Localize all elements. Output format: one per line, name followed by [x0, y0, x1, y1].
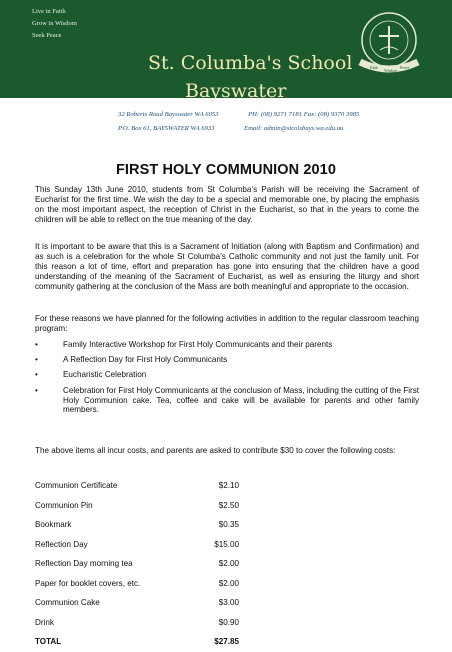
table-row — [35, 515, 239, 535]
table-row — [35, 496, 239, 516]
costs-table — [35, 476, 239, 652]
motto-line-2: Grow in Wisdom — [32, 20, 77, 27]
bullet-icon: • — [35, 385, 38, 395]
school-name: St. Columba's School — [148, 52, 353, 74]
cost-item: Reflection Day morning tea — [35, 559, 133, 569]
table-row — [35, 593, 239, 613]
letterhead — [0, 0, 452, 145]
paragraph-sacrament: It is important to be aware that this is a Sacrament of Initiation (along with Baptism and Confirmation) and as such is a celebration for the whole St Columba’s Catholic community and not just the family unit. For this reason a lot of time, effort and preparation has gone into ensuring that the children have a good understanding of the meaning of the Sacrament of Eucharist, as well as ensuring the liturgy and short community gathering at the conclusion of the Mass are both meaningful and appropriate to the occasion. — [35, 242, 419, 291]
crest-motto-peace: Peace — [400, 65, 410, 70]
table-row — [35, 613, 239, 633]
cost-item: Reflection Day — [35, 539, 88, 549]
table-row — [35, 554, 239, 574]
table-row — [35, 476, 239, 496]
list-item — [35, 386, 419, 416]
total-label: TOTAL — [35, 637, 62, 647]
cost-item: Bookmark — [35, 520, 72, 530]
list-item-text: A Reflection Day for First Holy Communicants — [63, 355, 228, 365]
motto-line-3: Seek Peace — [32, 32, 62, 39]
table-row — [35, 574, 239, 594]
crest-motto-wisdom: Wisdom — [384, 68, 398, 73]
letterhead-banner — [0, 0, 452, 102]
list-item — [35, 370, 419, 380]
cost-item: Communion Cake — [35, 598, 100, 608]
school-suburb: Bayswater — [185, 80, 287, 102]
list-item-text: Family Interactive Workshop for First Holy Communicants and their parents — [63, 340, 333, 349]
contact-address: 32 Roberts Road Bayswater WA 6053 — [118, 111, 219, 118]
paragraph-intro: This Sunday 13th June 2010, students from St Columba’s Parish will be receiving the Sacrament of Eucharist for the first time. We wish the day to be a special and memorable one, by placing the emphasis on the most important aspect, the reception of Christ in the Eucharist, so that in the years to come the children will be able to reflect on the true meaning of the day. — [35, 185, 419, 224]
list-item-text: Eucharistic Celebration — [63, 370, 147, 380]
cost-item: Paper for booklet covers, etc. — [35, 578, 141, 588]
list-item — [35, 340, 419, 350]
bullet-icon: • — [35, 370, 38, 380]
cost-amount: $2.50 — [218, 500, 239, 510]
bullet-icon: • — [35, 355, 38, 365]
paragraph-activities-intro: For these reasons we have planned for the following activities in addition to the regular classroom teaching program: — [35, 314, 419, 333]
contact-email[interactable]: Email: admin@stcolsbays.wa.edu.au — [244, 125, 344, 132]
cost-amount: $2.10 — [218, 481, 239, 491]
motto-line-1: Live in Faith — [32, 8, 66, 15]
cost-amount: $0.35 — [218, 520, 239, 530]
cost-amount: $15.00 — [214, 539, 239, 549]
list-item — [35, 355, 419, 365]
list-item-text: Celebration for First Holy Communicants at the conclusion of Mass, including the cutting of the First Holy Communion cake. Tea, coffee and cake will be available for parents and other family members. — [63, 385, 419, 415]
cost-item: Communion Pin — [35, 500, 93, 510]
cost-amount: $3.00 — [218, 598, 239, 608]
paragraph-costs-intro: The above items all incur costs, and parents are asked to contribute $30 to cover the following costs: — [35, 446, 396, 455]
cost-amount: $2.00 — [218, 578, 239, 588]
contact-phone-fax: PH: (08) 9271 7181 Fax: (08) 9370 3985 — [248, 111, 360, 118]
cost-amount: $0.90 — [218, 617, 239, 627]
crest-motto-faith: Faith — [370, 65, 379, 70]
cost-item: Drink — [35, 617, 54, 627]
bullet-icon: • — [35, 340, 38, 349]
table-row — [35, 535, 239, 555]
total-row — [35, 632, 239, 652]
school-crest-icon — [356, 10, 422, 80]
document-title: FIRST HOLY COMMUNION 2010 — [115, 162, 337, 178]
contact-po-box: P.O. Box 61, BAYSWATER WA 6933 — [118, 125, 215, 132]
cost-item: Communion Certificate — [35, 481, 118, 491]
total-amount: $27.85 — [214, 637, 239, 647]
cost-amount: $2.00 — [218, 559, 239, 569]
activities-list — [35, 340, 419, 421]
